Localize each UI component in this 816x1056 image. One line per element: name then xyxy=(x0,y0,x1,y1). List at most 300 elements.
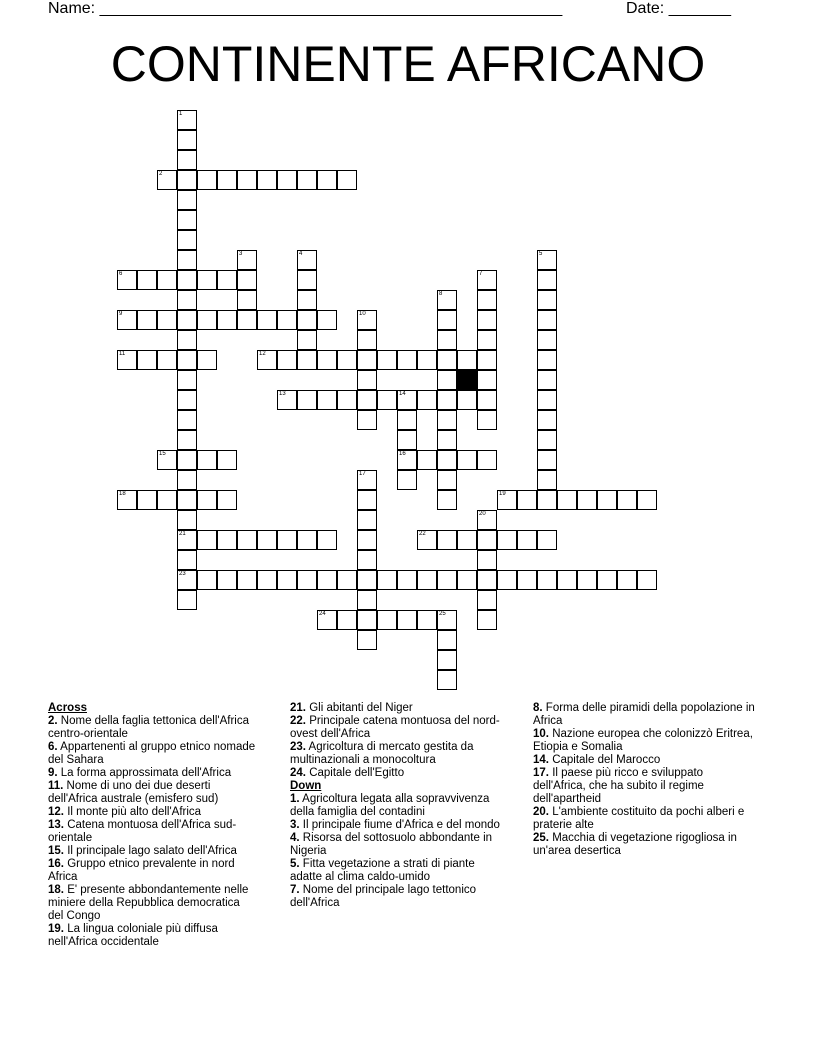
cell-number: 25 xyxy=(439,611,446,617)
clue-number: 24. xyxy=(290,767,306,779)
grid-cell[interactable] xyxy=(177,510,197,530)
grid-cell[interactable] xyxy=(377,610,397,630)
clue-item xyxy=(290,767,508,780)
grid-cell[interactable] xyxy=(537,470,557,490)
grid-cell[interactable] xyxy=(277,530,297,550)
grid-cell[interactable] xyxy=(537,350,557,370)
cell-number: 9 xyxy=(119,311,123,317)
grid-cell[interactable] xyxy=(377,390,397,410)
grid-cell[interactable] xyxy=(577,570,597,590)
clue-text: Il principale fiume d'Africa e del mondo xyxy=(299,819,500,831)
grid-cell[interactable] xyxy=(217,450,237,470)
clue-number: 11. xyxy=(48,780,64,792)
grid-cell[interactable] xyxy=(197,270,217,290)
grid-cell[interactable] xyxy=(177,410,197,430)
grid-cell[interactable] xyxy=(557,570,577,590)
grid-cell[interactable] xyxy=(297,250,317,270)
cell-number: 4 xyxy=(299,251,303,257)
grid-cell[interactable] xyxy=(517,490,537,510)
grid-cell[interactable] xyxy=(217,530,237,550)
grid-cell[interactable] xyxy=(217,310,237,330)
clue-text: Nazione europea che colonizzò Eritrea, Etiopia e Somalia xyxy=(533,728,753,753)
clue-item xyxy=(48,845,258,858)
grid-cell[interactable] xyxy=(537,410,557,430)
clue-item xyxy=(48,858,258,884)
grid-cell[interactable] xyxy=(397,570,417,590)
grid-cell[interactable] xyxy=(417,530,437,550)
grid-cell[interactable] xyxy=(197,490,217,510)
clue-text: Il paese più ricco e sviluppato dell'Africa, che ha subito il regime dell'apartheid xyxy=(533,767,704,805)
puzzle-title: CONTINENTE AFRICANO xyxy=(110,36,706,92)
grid-cell[interactable] xyxy=(137,350,157,370)
cell-number: 13 xyxy=(279,391,286,397)
cell-number: 14 xyxy=(399,391,406,397)
clue-number: 17. xyxy=(533,767,549,779)
grid-cell[interactable] xyxy=(277,570,297,590)
grid-cell[interactable] xyxy=(437,470,457,490)
grid-cell[interactable] xyxy=(177,330,197,350)
grid-cell[interactable] xyxy=(237,250,257,270)
grid-cell[interactable] xyxy=(177,150,197,170)
clue-number: 18. xyxy=(48,884,64,896)
clue-text: L'ambiente costituito da pochi alberi e praterie alte xyxy=(533,806,745,831)
clue-number: 23. xyxy=(290,741,306,753)
grid-cell[interactable] xyxy=(237,170,257,190)
grid-cell[interactable] xyxy=(317,310,337,330)
clue-text: La forma approssimata dell'Africa xyxy=(57,767,232,779)
grid-cell[interactable] xyxy=(197,570,217,590)
grid-cell[interactable] xyxy=(357,490,377,510)
grid-cell[interactable] xyxy=(377,350,397,370)
clue-number: 19. xyxy=(48,923,64,935)
grid-cell[interactable] xyxy=(457,570,477,590)
clue-number: 2. xyxy=(48,715,58,727)
name-field-label[interactable]: Name: ____________________________________________________ xyxy=(48,0,563,17)
clue-number: 9. xyxy=(48,767,58,779)
cell-number: 3 xyxy=(239,251,243,257)
grid-cell[interactable] xyxy=(157,170,177,190)
cell-number: 6 xyxy=(119,271,123,277)
clue-text: Nome di uno dei due deserti dell'Africa australe (emisfero sud) xyxy=(48,780,219,805)
grid-cell[interactable] xyxy=(397,430,417,450)
grid-cell[interactable] xyxy=(357,390,377,410)
grid-cell[interactable] xyxy=(177,310,197,330)
cell-number: 18 xyxy=(119,491,126,497)
clue-number: 5. xyxy=(290,858,300,870)
clue-number: 13. xyxy=(48,819,64,831)
grid-cell[interactable] xyxy=(517,530,537,550)
clue-number: 10. xyxy=(533,728,549,740)
grid-cell[interactable] xyxy=(257,350,277,370)
clue-item xyxy=(290,793,508,819)
clue-text: Capitale del Marocco xyxy=(549,754,661,766)
grid-cell[interactable] xyxy=(277,310,297,330)
clues-column-3 xyxy=(533,702,758,858)
grid-cell[interactable] xyxy=(337,390,357,410)
grid-cell[interactable] xyxy=(437,610,457,630)
clue-number: 22. xyxy=(290,715,306,727)
grid-cell[interactable] xyxy=(357,550,377,570)
grid-cell[interactable] xyxy=(477,530,497,550)
grid-cell[interactable] xyxy=(497,490,517,510)
grid-cell[interactable] xyxy=(237,270,257,290)
clue-item xyxy=(290,741,508,767)
cell-number: 15 xyxy=(159,451,166,457)
grid-cell[interactable] xyxy=(357,610,377,630)
grid-cell[interactable] xyxy=(477,390,497,410)
grid-cell[interactable] xyxy=(177,450,197,470)
grid-cell[interactable] xyxy=(397,610,417,630)
grid-cell[interactable] xyxy=(477,310,497,330)
grid-cell[interactable] xyxy=(537,490,557,510)
grid-cell[interactable] xyxy=(477,330,497,350)
clue-text: Forma delle piramidi della popolazione in Africa xyxy=(533,702,755,727)
grid-cell[interactable] xyxy=(177,470,197,490)
grid-cell[interactable] xyxy=(177,550,197,570)
grid-cell[interactable] xyxy=(177,370,197,390)
grid-cell[interactable] xyxy=(437,650,457,670)
clue-item xyxy=(290,702,508,715)
cell-number: 10 xyxy=(359,311,366,317)
clue-number: 4. xyxy=(290,832,300,844)
grid-cell[interactable] xyxy=(617,570,637,590)
grid-cell[interactable] xyxy=(177,270,197,290)
grid-cell[interactable] xyxy=(237,570,257,590)
grid-cell[interactable] xyxy=(217,490,237,510)
grid-cell[interactable] xyxy=(417,350,437,370)
clue-item xyxy=(48,806,258,819)
grid-cell[interactable] xyxy=(477,270,497,290)
cell-number: 8 xyxy=(439,291,443,297)
clue-item xyxy=(533,702,758,728)
grid-cell[interactable] xyxy=(437,490,457,510)
grid-cell[interactable] xyxy=(417,450,437,470)
clue-item xyxy=(48,715,258,741)
grid-cell[interactable] xyxy=(477,510,497,530)
grid-cell[interactable] xyxy=(197,350,217,370)
grid-cell[interactable] xyxy=(177,590,197,610)
clue-number: 15. xyxy=(48,845,64,857)
clue-text: Agricoltura legata alla sopravvivenza della famiglia del contadini xyxy=(290,793,490,818)
grid-cell[interactable] xyxy=(177,210,197,230)
black-cell xyxy=(457,370,477,390)
clue-number: 6. xyxy=(48,741,58,753)
grid-cell[interactable] xyxy=(457,530,477,550)
grid-cell[interactable] xyxy=(177,110,197,130)
grid-cell[interactable] xyxy=(437,310,457,330)
grid-cell[interactable] xyxy=(117,270,137,290)
grid-cell[interactable] xyxy=(417,390,437,410)
grid-cell[interactable] xyxy=(157,270,177,290)
cell-number: 1 xyxy=(179,111,183,117)
grid-cell[interactable] xyxy=(177,130,197,150)
grid-cell[interactable] xyxy=(597,570,617,590)
grid-cell[interactable] xyxy=(357,630,377,650)
grid-cell[interactable] xyxy=(317,530,337,550)
grid-cell[interactable] xyxy=(117,310,137,330)
grid-cell[interactable] xyxy=(177,570,197,590)
grid-cell[interactable] xyxy=(317,570,337,590)
clue-item xyxy=(290,884,508,910)
grid-cell[interactable] xyxy=(357,370,377,390)
grid-cell[interactable] xyxy=(437,450,457,470)
grid-cell[interactable] xyxy=(537,310,557,330)
clues-column-2 xyxy=(290,702,508,910)
grid-cell[interactable] xyxy=(297,570,317,590)
grid-cell[interactable] xyxy=(237,290,257,310)
grid-cell[interactable] xyxy=(477,290,497,310)
grid-cell[interactable] xyxy=(257,570,277,590)
clue-item xyxy=(48,819,258,845)
grid-cell[interactable] xyxy=(257,530,277,550)
clue-text: Capitale dell'Egitto xyxy=(306,767,405,779)
clue-text: Catena montuosa dell'Africa sud-orientale xyxy=(48,819,237,844)
grid-cell[interactable] xyxy=(217,570,237,590)
grid-cell[interactable] xyxy=(437,430,457,450)
grid-cell[interactable] xyxy=(557,490,577,510)
clue-item xyxy=(533,806,758,832)
grid-cell[interactable] xyxy=(297,390,317,410)
grid-cell[interactable] xyxy=(277,170,297,190)
clues-column-1 xyxy=(48,702,258,949)
grid-cell[interactable] xyxy=(357,410,377,430)
grid-cell[interactable] xyxy=(497,570,517,590)
grid-cell[interactable] xyxy=(477,450,497,470)
grid-cell[interactable] xyxy=(137,270,157,290)
grid-cell[interactable] xyxy=(297,270,317,290)
grid-cell[interactable] xyxy=(277,350,297,370)
grid-cell[interactable] xyxy=(437,570,457,590)
grid-cell[interactable] xyxy=(457,450,477,470)
grid-cell[interactable] xyxy=(177,290,197,310)
clue-item xyxy=(290,819,508,832)
grid-cell[interactable] xyxy=(177,490,197,510)
grid-cell[interactable] xyxy=(337,570,357,590)
cell-number: 17 xyxy=(359,471,366,477)
grid-cell[interactable] xyxy=(497,530,517,550)
grid-cell[interactable] xyxy=(277,390,297,410)
grid-cell[interactable] xyxy=(137,310,157,330)
grid-cell[interactable] xyxy=(477,550,497,570)
clue-text: Agricoltura di mercato gestita da multinazionali a monocoltura xyxy=(290,741,474,766)
grid-cell[interactable] xyxy=(477,350,497,370)
grid-cell[interactable] xyxy=(397,410,417,430)
clue-text: Appartenenti al gruppo etnico nomade del Sahara xyxy=(48,741,256,766)
grid-cell[interactable] xyxy=(137,490,157,510)
grid-cell[interactable] xyxy=(437,350,457,370)
grid-cell[interactable] xyxy=(357,330,377,350)
clue-text: Il principale lago salato dell'Africa xyxy=(64,845,237,857)
grid-cell[interactable] xyxy=(157,490,177,510)
grid-cell[interactable] xyxy=(457,390,477,410)
cell-number: 19 xyxy=(499,491,506,497)
grid-cell[interactable] xyxy=(437,390,457,410)
clue-item xyxy=(48,923,258,949)
grid-cell[interactable] xyxy=(437,330,457,350)
grid-cell[interactable] xyxy=(457,350,477,370)
cell-number: 11 xyxy=(119,351,126,357)
grid-cell[interactable] xyxy=(597,490,617,510)
grid-cell[interactable] xyxy=(397,450,417,470)
grid-cell[interactable] xyxy=(317,390,337,410)
grid-cell[interactable] xyxy=(237,310,257,330)
clue-text: Fitta vegetazione a strati di piante adatte al clima caldo-umido xyxy=(290,858,475,883)
grid-cell[interactable] xyxy=(257,310,277,330)
grid-cell[interactable] xyxy=(357,570,377,590)
grid-cell[interactable] xyxy=(157,350,177,370)
grid-cell[interactable] xyxy=(477,590,497,610)
grid-cell[interactable] xyxy=(297,350,317,370)
grid-cell[interactable] xyxy=(537,570,557,590)
grid-cell[interactable] xyxy=(437,290,457,310)
clue-item xyxy=(533,767,758,806)
clue-item xyxy=(48,780,258,806)
grid-cell[interactable] xyxy=(297,530,317,550)
clue-text: Gli abitanti del Niger xyxy=(306,702,413,714)
grid-cell[interactable] xyxy=(477,610,497,630)
clue-text: Principale catena montuosa del nord-ovest dell'Africa xyxy=(290,715,500,740)
grid-cell[interactable] xyxy=(537,330,557,350)
grid-cell[interactable] xyxy=(537,370,557,390)
grid-cell[interactable] xyxy=(357,590,377,610)
grid-cell[interactable] xyxy=(577,490,597,510)
grid-cell[interactable] xyxy=(177,350,197,370)
date-field-label[interactable]: Date: _______ xyxy=(626,0,731,17)
grid-cell[interactable] xyxy=(357,530,377,550)
grid-cell[interactable] xyxy=(637,490,657,510)
grid-cell[interactable] xyxy=(537,290,557,310)
grid-cell[interactable] xyxy=(397,350,417,370)
grid-cell[interactable] xyxy=(397,470,417,490)
grid-cell[interactable] xyxy=(477,410,497,430)
grid-cell[interactable] xyxy=(177,430,197,450)
grid-cell[interactable] xyxy=(477,370,497,390)
clue-number: 25. xyxy=(533,832,549,844)
grid-cell[interactable] xyxy=(317,350,337,370)
cell-number: 16 xyxy=(399,451,406,457)
grid-cell[interactable] xyxy=(157,310,177,330)
grid-cell[interactable] xyxy=(617,490,637,510)
clue-item xyxy=(48,741,258,767)
cell-number: 20 xyxy=(479,511,486,517)
grid-cell[interactable] xyxy=(417,610,437,630)
grid-cell[interactable] xyxy=(517,570,537,590)
grid-cell[interactable] xyxy=(637,570,657,590)
grid-cell[interactable] xyxy=(177,230,197,250)
grid-cell[interactable] xyxy=(297,310,317,330)
clue-number: 21. xyxy=(290,702,306,714)
clue-number: 7. xyxy=(290,884,300,896)
grid-cell[interactable] xyxy=(117,350,137,370)
clue-item xyxy=(533,728,758,754)
grid-cell[interactable] xyxy=(357,510,377,530)
grid-cell[interactable] xyxy=(317,610,337,630)
grid-cell[interactable] xyxy=(157,450,177,470)
grid-cell[interactable] xyxy=(537,430,557,450)
cell-number: 21 xyxy=(179,531,186,537)
grid-cell[interactable] xyxy=(177,190,197,210)
cell-number: 2 xyxy=(159,171,163,177)
grid-cell[interactable] xyxy=(297,170,317,190)
grid-cell[interactable] xyxy=(197,170,217,190)
clue-number: 20. xyxy=(533,806,549,818)
grid-cell[interactable] xyxy=(177,390,197,410)
clue-item xyxy=(290,858,508,884)
grid-cell[interactable] xyxy=(257,170,277,190)
clue-item xyxy=(48,767,258,780)
clue-text: Il monte più alto dell'Africa xyxy=(64,806,202,818)
grid-cell[interactable] xyxy=(397,390,417,410)
grid-cell[interactable] xyxy=(437,370,457,390)
clue-item xyxy=(290,832,508,858)
grid-cell[interactable] xyxy=(297,290,317,310)
grid-cell[interactable] xyxy=(417,570,437,590)
grid-cell[interactable] xyxy=(537,390,557,410)
grid-cell[interactable] xyxy=(437,670,457,690)
cell-number: 24 xyxy=(319,611,326,617)
clue-text: Macchia di vegetazione rigogliosa in un'area desertica xyxy=(533,832,737,857)
clues-heading: Across xyxy=(48,702,87,714)
grid-cell[interactable] xyxy=(537,530,557,550)
clue-number: 8. xyxy=(533,702,543,714)
grid-cell[interactable] xyxy=(177,250,197,270)
grid-cell[interactable] xyxy=(237,530,257,550)
grid-cell[interactable] xyxy=(477,570,497,590)
grid-cell[interactable] xyxy=(197,310,217,330)
clue-text: Gruppo etnico prevalente in nord Africa xyxy=(48,858,235,883)
clue-text: E' presente abbondantemente nelle miniere della Repubblica democratica del Congo xyxy=(48,884,249,922)
grid-cell[interactable] xyxy=(437,630,457,650)
grid-cell[interactable] xyxy=(117,490,137,510)
grid-cell[interactable] xyxy=(337,170,357,190)
grid-cell[interactable] xyxy=(357,350,377,370)
clue-text: La lingua coloniale più diffusa nell'Africa occidentale xyxy=(48,923,218,948)
cell-number: 5 xyxy=(539,251,543,257)
clue-text: Nome del principale lago tettonico dell'Africa xyxy=(290,884,477,909)
grid-cell[interactable] xyxy=(297,330,317,350)
grid-cell[interactable] xyxy=(357,470,377,490)
grid-cell[interactable] xyxy=(537,450,557,470)
clue-item xyxy=(533,754,758,767)
grid-cell[interactable] xyxy=(377,570,397,590)
grid-cell[interactable] xyxy=(437,530,457,550)
grid-cell[interactable] xyxy=(197,450,217,470)
grid-cell[interactable] xyxy=(337,350,357,370)
clue-number: 14. xyxy=(533,754,549,766)
grid-cell[interactable] xyxy=(317,170,337,190)
grid-cell[interactable] xyxy=(177,170,197,190)
grid-cell[interactable] xyxy=(177,530,197,550)
grid-cell[interactable] xyxy=(217,170,237,190)
clue-item xyxy=(533,832,758,858)
grid-cell[interactable] xyxy=(537,250,557,270)
clue-number: 12. xyxy=(48,806,64,818)
clue-item xyxy=(48,884,258,923)
cell-number: 12 xyxy=(259,351,266,357)
grid-cell[interactable] xyxy=(437,410,457,430)
grid-cell[interactable] xyxy=(537,270,557,290)
clue-item xyxy=(290,715,508,741)
grid-cell[interactable] xyxy=(337,610,357,630)
clue-number: 3. xyxy=(290,819,300,831)
clue-number: 16. xyxy=(48,858,64,870)
grid-cell[interactable] xyxy=(357,310,377,330)
grid-cell[interactable] xyxy=(197,530,217,550)
cell-number: 7 xyxy=(479,271,483,277)
clue-text: Nome della faglia tettonica dell'Africa centro-orientale xyxy=(48,715,250,740)
cell-number: 22 xyxy=(419,531,426,537)
grid-cell[interactable] xyxy=(217,270,237,290)
